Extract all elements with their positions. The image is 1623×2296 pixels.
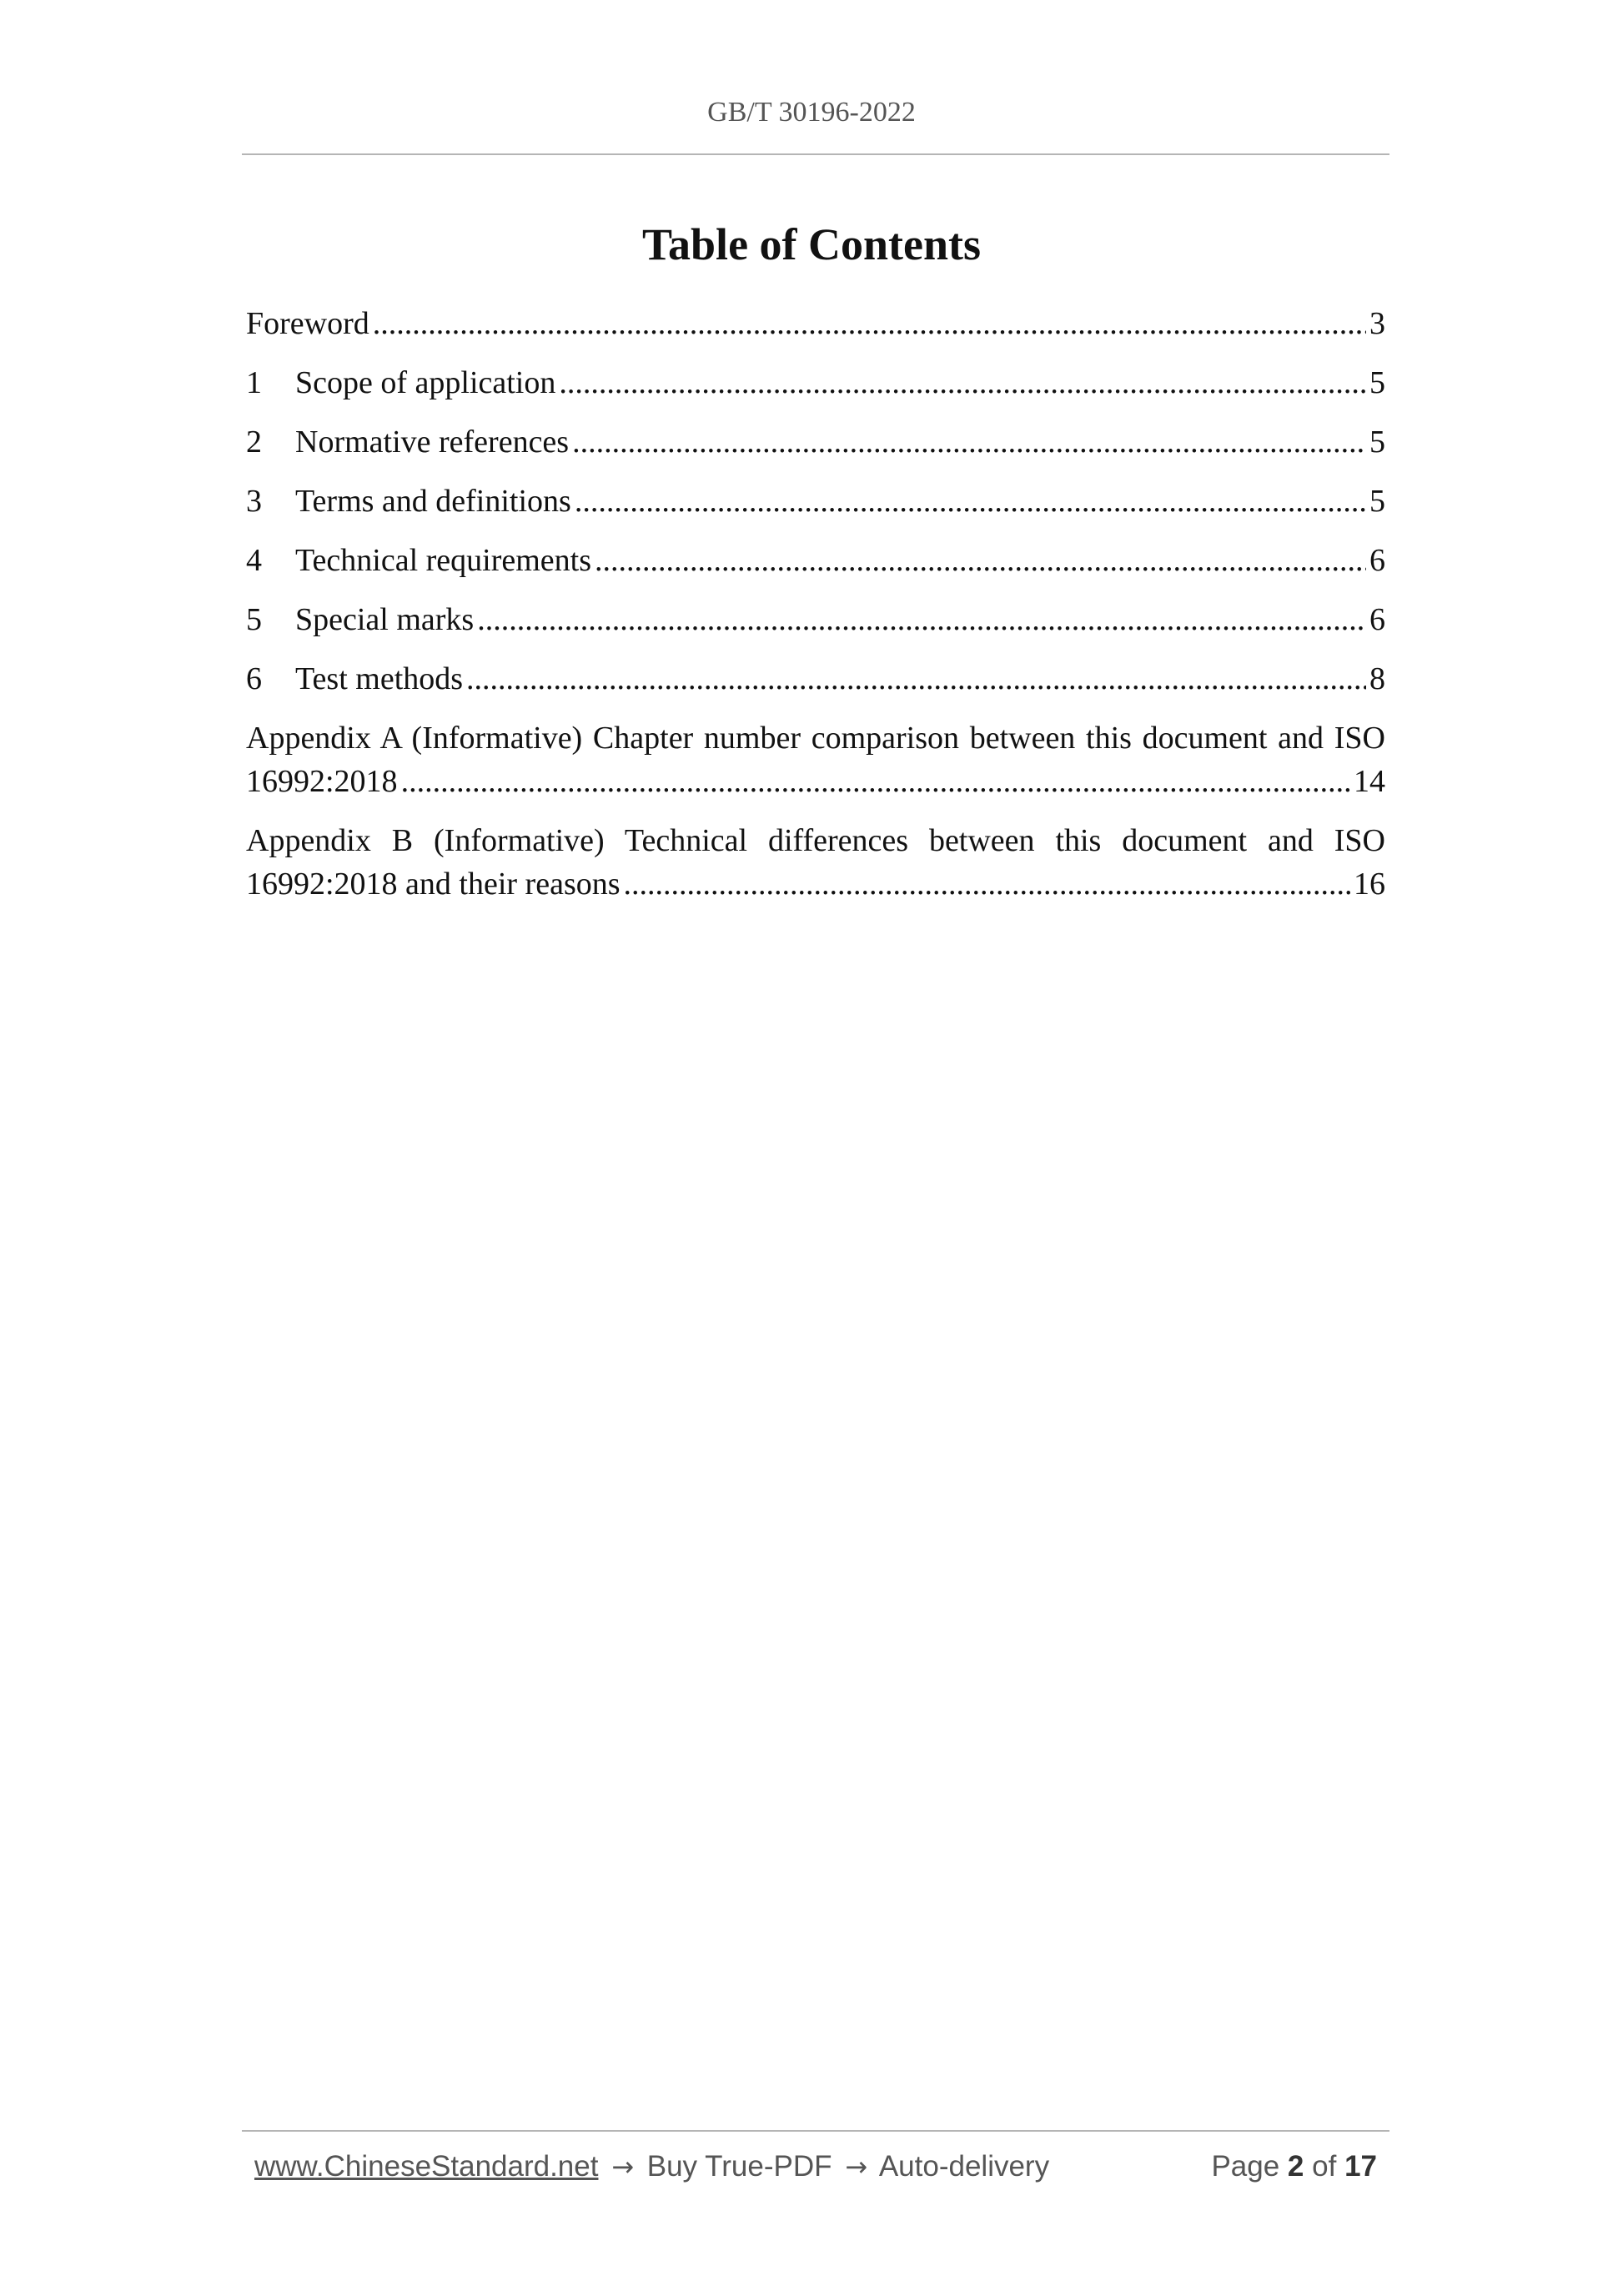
toc-leader-dots [572, 420, 1366, 464]
auto-delivery-text: Auto-delivery [878, 2150, 1050, 2183]
toc-entry-number: 6 [246, 661, 262, 696]
toc-entry-number: 1 [246, 365, 262, 400]
toc-page-number: 8 [1369, 661, 1385, 696]
right-arrow-icon: → [845, 2151, 868, 2183]
footer-divider [242, 2130, 1389, 2132]
toc-entry-terms-definitions[interactable] [246, 480, 1385, 523]
toc-leader-dots [477, 598, 1366, 641]
toc-entry-special-marks[interactable] [246, 598, 1385, 641]
toc-leader-dots [575, 480, 1366, 523]
toc-leader-dots [373, 302, 1366, 345]
page-word: Page [1211, 2150, 1280, 2183]
toc-page-number: 6 [1369, 543, 1385, 578]
buy-pdf-text: Buy True-PDF [646, 2150, 832, 2183]
toc-leader-dots [595, 539, 1366, 582]
toc-page-number: 14 [1354, 764, 1385, 799]
toc-leader-dots [559, 361, 1366, 404]
site-link[interactable]: www.ChineseStandard.net [254, 2150, 599, 2183]
toc-entry-scope[interactable] [246, 361, 1385, 404]
toc-entry-test-methods[interactable] [246, 657, 1385, 701]
footer-promo [254, 2150, 1049, 2183]
right-arrow-icon: → [611, 2151, 635, 2183]
toc-entry-label-continued: 16992:2018 [246, 764, 398, 799]
toc-leader-dots [466, 657, 1366, 701]
toc-entry-label: Terms and definitions [295, 484, 571, 519]
total-page-count: 17 [1344, 2150, 1377, 2183]
toc-page-number: 5 [1369, 484, 1385, 519]
toc-entry-label-continued: 16992:2018 and their reasons [246, 867, 621, 902]
toc-entry-number: 4 [246, 543, 262, 578]
toc-entry-technical-requirements[interactable] [246, 539, 1385, 582]
of-word: of [1312, 2150, 1337, 2183]
toc-title: Table of Contents [641, 219, 982, 269]
toc-page-number: 6 [1369, 602, 1385, 637]
toc-entry-label: Appendix A (Informative) Chapter number comparison between this document and ISO [246, 721, 1385, 756]
toc-page-number: 5 [1369, 365, 1385, 400]
toc-page-number: 3 [1369, 306, 1385, 341]
toc-entry-number: 2 [246, 425, 262, 460]
toc-entry-label: Appendix B (Informative) Technical differences between this document and ISO [246, 823, 1385, 858]
toc-page-number: 16 [1354, 867, 1385, 902]
toc-entry-label: Normative references [295, 425, 570, 460]
toc-entry-label: Technical requirements [295, 543, 592, 578]
toc-entry-label: Special marks [295, 602, 475, 637]
toc-leader-dots [401, 760, 1350, 803]
toc-entry-appendix-a[interactable] [246, 716, 1385, 803]
running-header: GB/T 30196-2022 [707, 97, 916, 128]
table-of-contents [246, 302, 1385, 922]
toc-entry-label: Foreword [246, 306, 369, 341]
page-counter [1211, 2150, 1377, 2183]
toc-entry-label: Scope of application [295, 365, 556, 400]
toc-entry-label: Test methods [295, 661, 464, 696]
toc-entry-number: 3 [246, 484, 262, 519]
toc-entry-normative-references[interactable] [246, 420, 1385, 464]
toc-entry-appendix-b[interactable] [246, 819, 1385, 906]
header-divider [242, 153, 1389, 155]
current-page-number: 2 [1287, 2150, 1304, 2183]
toc-entry-number: 5 [246, 602, 262, 637]
toc-page-number: 5 [1369, 425, 1385, 460]
toc-entry-foreword[interactable] [246, 302, 1385, 345]
toc-leader-dots [624, 862, 1350, 906]
page-footer [254, 2150, 1377, 2183]
